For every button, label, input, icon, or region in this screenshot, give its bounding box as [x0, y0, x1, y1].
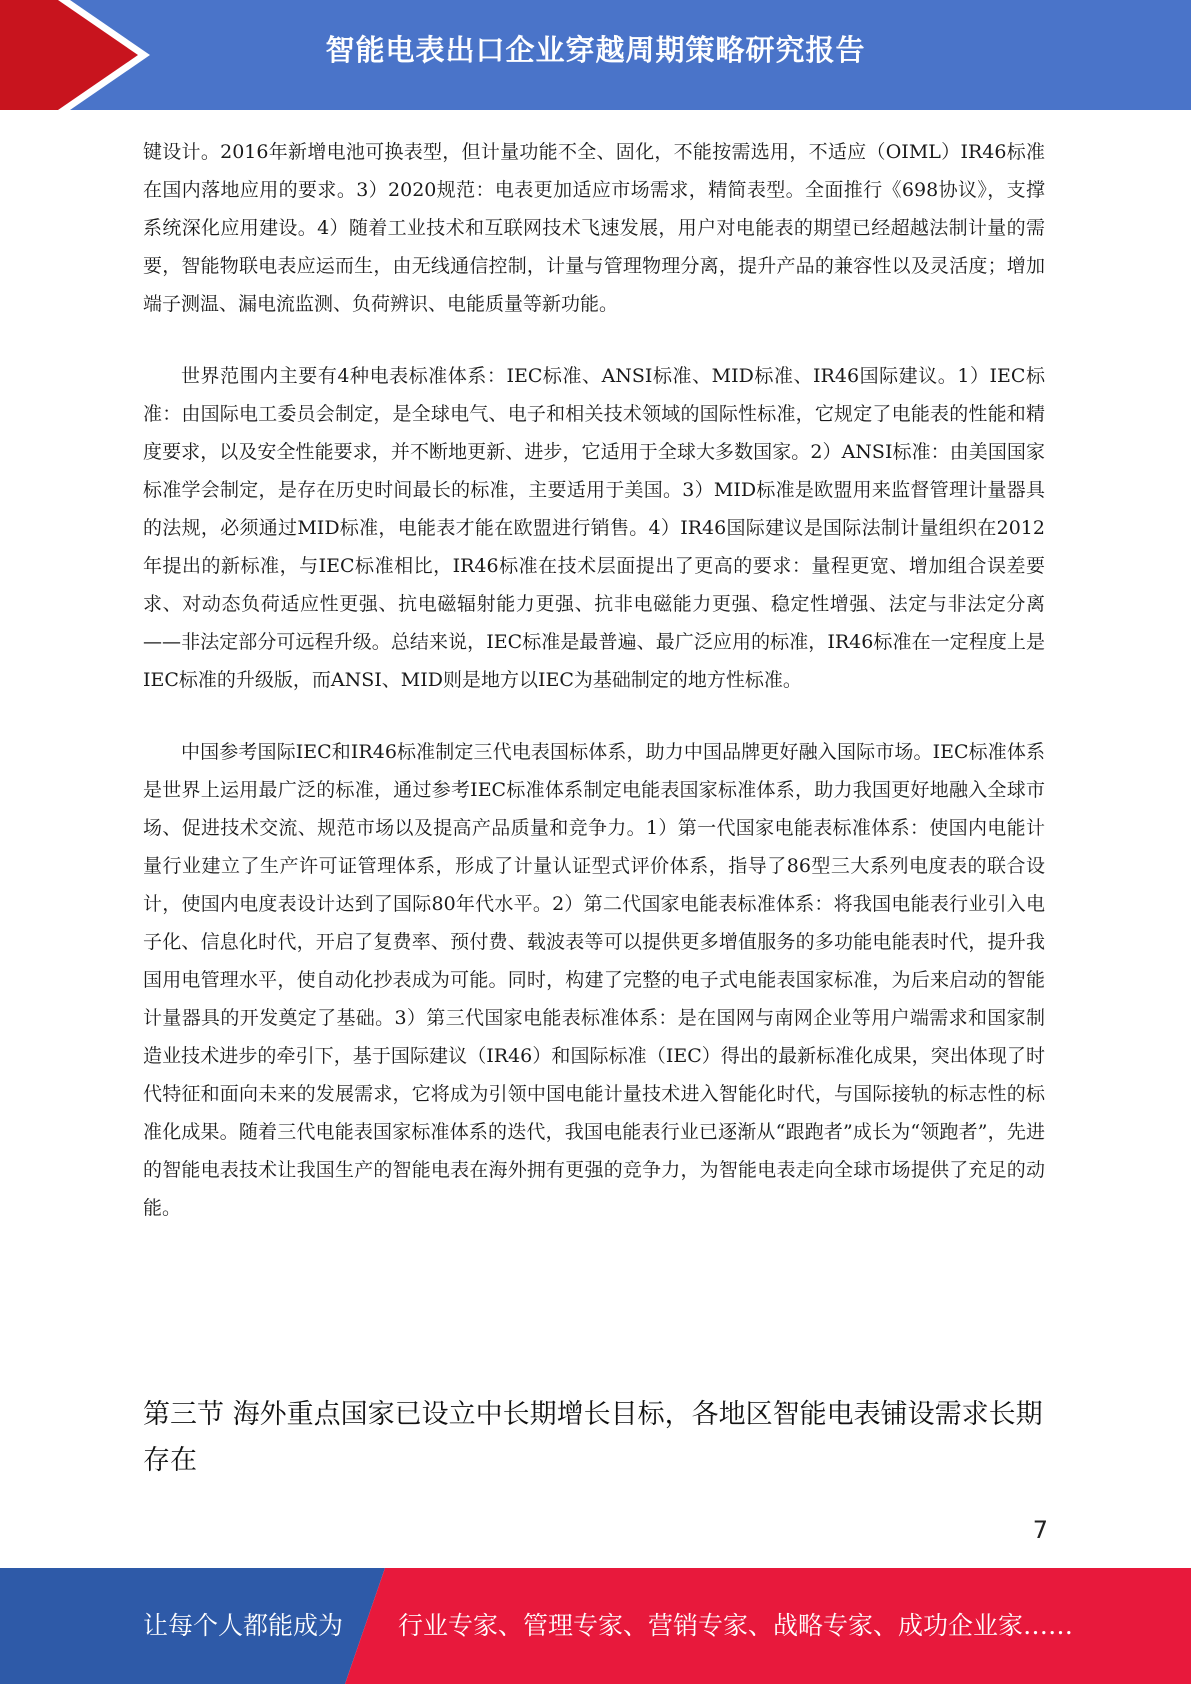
header-title: 智能电表出口企业穿越周期策略研究报告	[325, 33, 866, 67]
main-content	[143, 133, 1045, 1261]
footer-slogan-left: 让每个人都能成为	[143, 1611, 344, 1640]
section-heading: 第三节 海外重点国家已设立中长期增长目标，各地区智能电表铺设需求长期存在	[143, 1399, 1043, 1476]
paragraph-2: 世界范围内主要有4种电表标准体系：IEC标准、ANSI标准、MID标准、IR46国际建议。1）IEC标准：由国际电工委员会制定，是全球电气、电子和相关技术领域的国际性标准，它规定了电能表的性能和精度要求，以及安全性能要求，并不断地更新、进步，它适用于全球大多数国家。2）ANSI标准：由美国国家标准学会制定，是存在历史时间最长的标准，主要适用于美国。3）MID标准是欧盟用来监督管理计量器具的法规，必须通过MID标准，电能表才能在欧盟进行销售。4）IR46国际建议是国际法制计量组织在2012年提出的新标准，与IEC标准相比，IR46标准在技术层面提出了更高的要求：量程更宽、增加组合误差要求、对动态负荷适应性更强、抗电磁辐射能力更强、抗非电磁能力更强、稳定性增强、法定与非法定分离——非法定部分可远程升级。总结来说，IEC标准是最普遍、最广泛应用的标准，IR46标准在一定程度上是IEC标准的升级版，而ANSI、MID则是地方以IEC为基础制定的地方性标准。	[143, 365, 1045, 691]
page-number: 7	[1032, 1516, 1048, 1544]
page-footer	[0, 1568, 1191, 1684]
paragraph-1: 键设计。2016年新增电池可换表型，但计量功能不全、固化，不能按需选用，不适应（OIML）IR46标准在国内落地应用的要求。3）2020规范：电表更加适应市场需求，精简表型。全面推行《698协议》，支撑系统深化应用建设。4）随着工业技术和互联网技术飞速发展，用户对电能表的期望已经超越法制计量的需要，智能物联电表应运而生，由无线通信控制，计量与管理物理分离，提升产品的兼容性以及灵活度；增加端子测温、漏电流监测、负荷辨识、电能质量等新功能。	[143, 141, 1045, 315]
footer-slogan-right: 行业专家、管理专家、营销专家、战略专家、成功企业家……	[398, 1611, 1074, 1640]
paragraph-3: 中国参考国际IEC和IR46标准制定三代电表国标体系，助力中国品牌更好融入国际市场。IEC标准体系是世界上运用最广泛的标准，通过参考IEC标准体系制定电能表国家标准体系，助力我国更好地融入全球市场、促进技术交流、规范市场以及提高产品质量和竞争力。1）第一代国家电能表标准体系：使国内电能计量行业建立了生产许可证管理体系，形成了计量认证型式评价体系，指导了86型三大系列电度表的联合设计，使国内电度表设计达到了国际80年代水平。2）第二代国家电能表标准体系：将我国电能表行业引入电子化、信息化时代，开启了复费率、预付费、载波表等可以提供更多增值服务的多功能电能表时代，提升我国用电管理水平，使自动化抄表成为可能。同时，构建了完整的电子式电能表国家标准，为后来启动的智能计量器具的开发奠定了基础。3）第三代国家电能表标准体系：是在国网与南网企业等用户端需求和国家制造业技术进步的牵引下，基于国际建议（IR46）和国际标准（IEC）得出的最新标准化成果，突出体现了时代特征和面向未来的发展需求，它将成为引领中国电能计量技术进入智能化时代，与国际接轨的标志性的标准化成果。随着三代电能表国家标准体系的迭代，我国电能表行业已逐渐从“跟跑者”成长为“领跑者”，先进的智能电表技术让我国生产的智能电表在海外拥有更强的竞争力，为智能电表走向全球市场提供了充足的动能。	[143, 741, 1045, 1219]
page-header	[0, 0, 1191, 110]
